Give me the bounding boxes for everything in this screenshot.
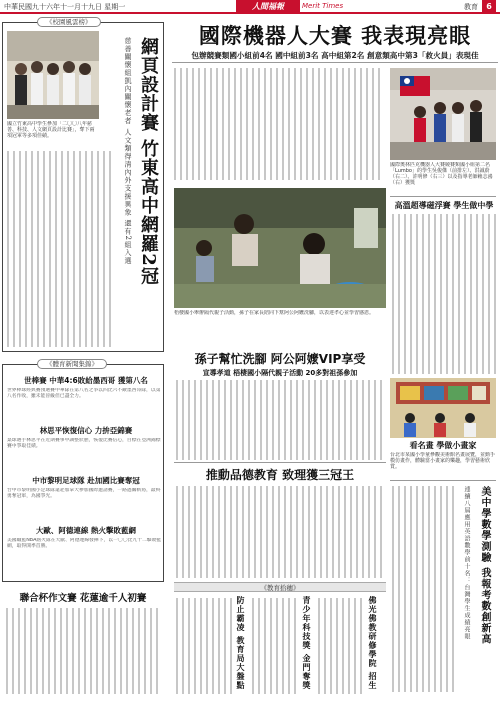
math-story-title: 美中學數學測驗 我報考數創新高 (479, 486, 490, 645)
campus-story-kicker: 慈善關懷組凱內關懷老者 人文類得清內外支援異象 還有2組入選 (124, 37, 132, 265)
newspaper-english-name: Merit Times (302, 2, 344, 10)
section-name: 教育 (464, 3, 478, 11)
edu-brief-title: 防止霸凌 教育局大盤點 (236, 596, 246, 690)
edu-label: 《教育拾穗》 (260, 584, 300, 592)
moral-education-title: 推動品德教育 致理獲三冠王 (205, 468, 355, 482)
edu-brief-body (176, 598, 232, 694)
campus-story-box (2, 18, 164, 352)
math-story-subtitle: 連續八屆應用英語數學前十名：台灣學生成績亮眼 (463, 486, 470, 640)
sports-brief (7, 475, 165, 518)
painting-photo (390, 378, 496, 438)
footwash-story-body (176, 380, 384, 460)
sports-label: 《體育新聞集錦》 (37, 359, 107, 369)
footwash-story-subtitle: 宣導孝道 梧棲國小隔代親子活動 20多對祖孫參加 (202, 369, 358, 377)
essay-contest-title: 聯合杯作文賽 花蓮逾千人初賽 (19, 593, 147, 604)
sports-brief-headline: 林思平恢復信心 力拚亞錦賽 (39, 426, 133, 435)
campus-photo (7, 31, 99, 119)
award-photo-icon (390, 68, 496, 160)
sports-brief (7, 375, 165, 418)
left-column (0, 16, 166, 701)
superconductor-story-title: 高溫超導磁浮賽 學生做中學 (394, 201, 494, 210)
sports-brief-headline: 中市黎明足球隊 赴加國比賽奪冠 (32, 476, 140, 485)
footwash-story-title: 孫子幫忙洗腳 阿公阿嬤VIP享受 (194, 352, 366, 366)
divider (174, 462, 386, 463)
sports-brief (7, 525, 165, 568)
sports-brief-headline: 大歐、阿德連線 熱火擊敗藍網 (35, 526, 137, 535)
divider (390, 480, 496, 481)
sports-brief-text: 美國職籃NBA熱火隊在大歐、阿德連線發揮下，以一〇〇比九十二擊敗藍網，取得開季首勝。 (7, 538, 162, 549)
students-photo-icon (7, 31, 99, 119)
sports-news-box (2, 360, 164, 582)
edu-brief-title: 青少年科技獎 金門奪獎 (302, 596, 312, 690)
campus-story-body (7, 151, 111, 347)
sports-brief-text: 桌球選手林思平在近期賽事中調整狀態，恢復比賽信心，目標在亞洲錦標賽中爭取佳績。 (7, 438, 161, 449)
painting-caption: 台北市某國小學童參觀美術館名畫展覽，並動手模仿畫作，體驗當小畫家的樂趣，學習藝術欣賞。 (390, 452, 496, 470)
lead-subhead: 包辦競賽類國小組前4名 國中組前3名 高中組第2名 創意類高中第3「救火員」表現佳 (191, 51, 479, 60)
page-number: 6 (482, 0, 496, 13)
masthead (0, 0, 500, 14)
edu-brief-body (252, 598, 298, 694)
footwash-photo (174, 188, 386, 308)
math-story-body (392, 486, 458, 692)
divider (390, 196, 496, 197)
essay-contest-body (6, 608, 160, 694)
divider (172, 62, 498, 63)
painting-caption-title: 看名畫 學做小畫家 (409, 441, 477, 450)
lead-headline: 國際機器人大賽 我表現亮眼 (198, 23, 472, 48)
superconductor-story-body (392, 214, 496, 374)
robot-photo-caption: 國際奧林匹克機器人大賽競賽類國小組第二名「Lumbo」的學生吳俊傑（前排左）、洪誠蔚（右二）、許明修（右三）以及指導老師賴志鴻（右）獲獎 (390, 162, 493, 186)
sports-brief-text: 世界棒球經典賽預選賽中華隊在第八名之爭以四比六不敵墨西哥隊，以第八名作收，雖未能晉級但已盡全力。 (7, 388, 161, 399)
sports-brief (7, 425, 165, 468)
robot-award-photo (390, 68, 496, 160)
family-photo-icon (174, 188, 386, 308)
sports-brief-headline: 世棒賽 中華4:6敗給墨西哥 獲第八名 (24, 376, 148, 385)
footwash-photo-caption: 梧棲國小舉辦隔代親子活動，孫子在家長陪同下幫阿公阿嬤洗腳，以表達孝心並學習感恩。 (174, 310, 375, 316)
campus-label: 《校園風雲榜》 (37, 17, 101, 27)
lead-story-body (174, 68, 384, 180)
moral-education-body (176, 486, 384, 578)
issue-date: 中華民國九十六年十一月十九日 星期一 (4, 3, 126, 11)
sports-brief-text: 台中市黎明國小足球隊遠赴加拿大參加國際邀請賽，一路過關斬將，最終勇奪冠軍，為國爭光。 (7, 488, 161, 499)
newspaper-logo: 人間福報 (236, 0, 300, 13)
classroom-photo-icon (390, 378, 496, 438)
campus-story-title: 網頁設計賽 竹東高中網羅2冠 (138, 37, 159, 286)
campus-photo-caption: 國立竹東高中學生參加「二〇〇八年慈善、科技、人文網頁設計比賽」，奪下兩項冠軍等多項佳績。 (7, 121, 95, 139)
main-area (168, 16, 500, 701)
edu-brief-title: 佛光佛教研修學院 招生 (368, 596, 378, 690)
edu-brief-body (318, 598, 364, 694)
